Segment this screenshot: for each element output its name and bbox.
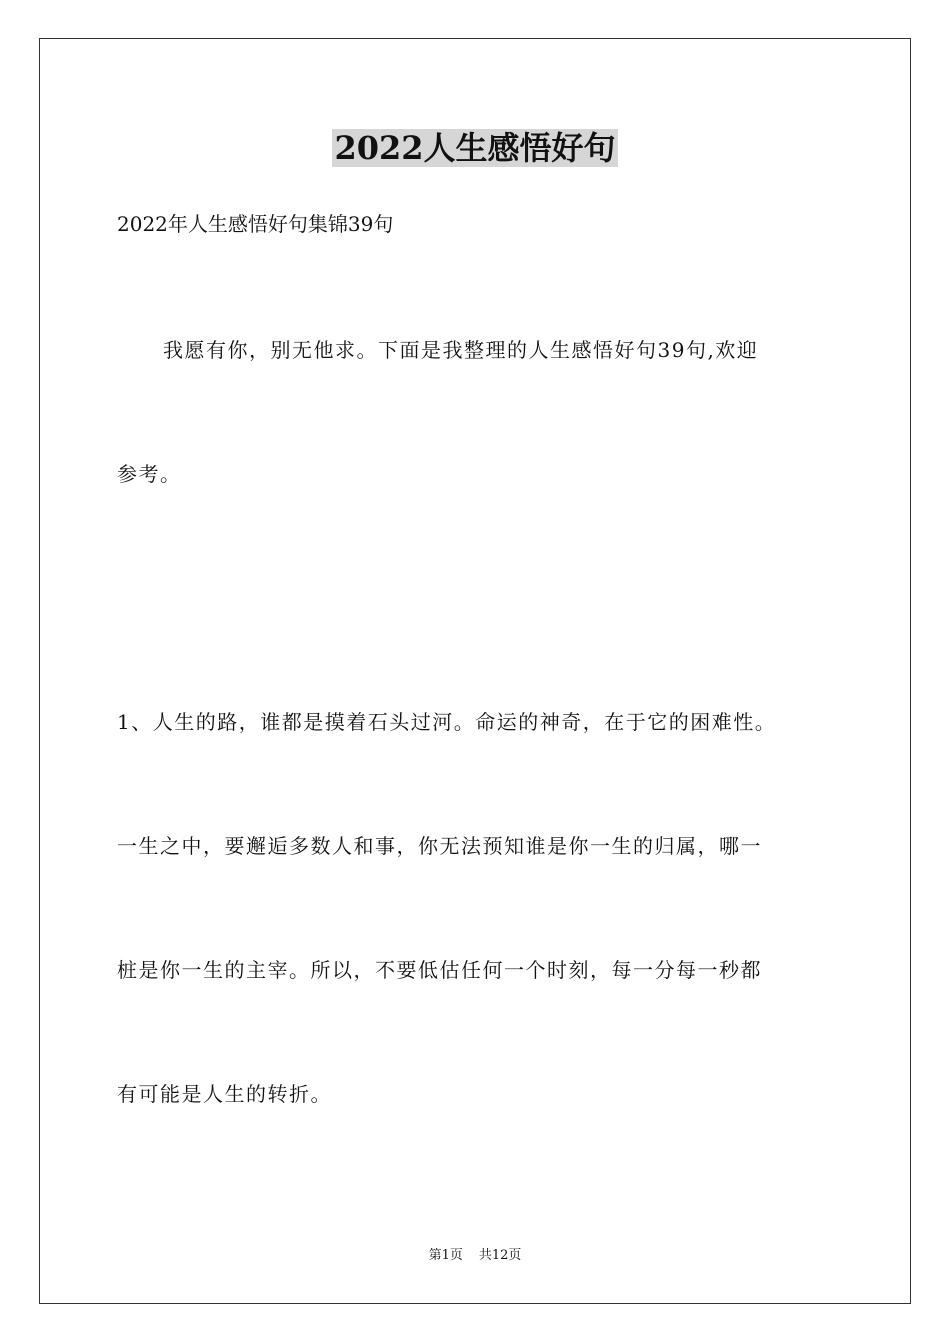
intro-line-1: 我愿有你，别无他求。下面是我整理的人生感悟好句39句,欢迎 (163, 338, 759, 362)
intro-line-2: 参考。 (117, 462, 182, 486)
item1-line-4: 有可能是人生的转折。 (117, 1082, 332, 1106)
item1-line-1: 1、人生的路，谁都是摸着石头过河。命运的神奇，在于它的困难性。 (117, 710, 777, 734)
document-title (0, 126, 950, 170)
document-subtitle: 2022年人生感悟好句集锦39句 (117, 212, 394, 236)
item1-line-3: 桩是你一生的主宰。所以，不要低估任何一个时刻，每一分每一秒都 (117, 958, 762, 982)
page-footer (0, 1247, 950, 1265)
page-total: 共12页 (478, 1248, 522, 1263)
page-number: 第1页 (428, 1248, 463, 1263)
item1-line-2: 一生之中，要邂逅多数人和事，你无法预知谁是你一生的归属，哪一 (117, 834, 762, 858)
document-title-text: 2022人生感悟好句 (334, 129, 616, 167)
